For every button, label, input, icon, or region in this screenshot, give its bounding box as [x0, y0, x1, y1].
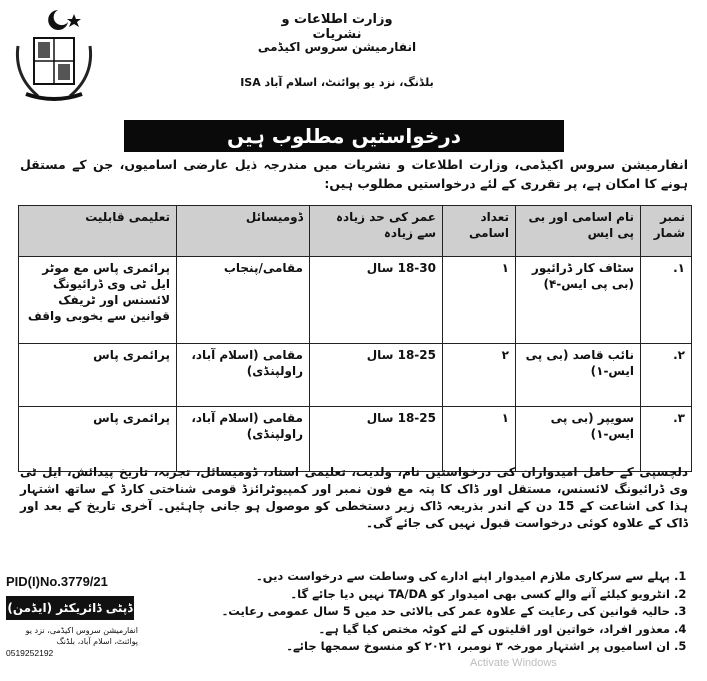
cell-count: ۱	[443, 257, 516, 344]
vacancies-table	[18, 205, 692, 472]
cell-sno: ۲.	[641, 344, 692, 407]
header-sno: نمبر شمار	[641, 206, 692, 257]
cell-age: 18-30 سال	[310, 257, 443, 344]
table-row	[19, 407, 692, 472]
list-item: 1. پہلے سے سرکاری ملازم امیدوار اپنے ادارے کی وساطت سے درخواست دیں۔	[150, 568, 670, 586]
cell-post-name: سٹاف کار ڈرائیور (بی پی ایس-۴)	[516, 257, 641, 344]
cell-count: ۱	[443, 407, 516, 472]
cell-domicile: مقامی/پنجاب	[177, 257, 310, 344]
header-post-name: نام اسامی اور بی پی ایس	[516, 206, 641, 257]
header-qualification: تعلیمی قابلیت	[19, 206, 177, 257]
rules-list	[150, 568, 688, 656]
cell-post-name: نائب قاصد (بی پی ایس-۱)	[516, 344, 641, 407]
signatory-title: ڈپٹی ڈائریکٹر (ایڈمن)	[6, 596, 134, 620]
page-title: درخواستیں مطلوب ہیں	[124, 120, 564, 152]
pid-number: PID(I)No.3779/21	[6, 574, 108, 589]
cell-qualification: پرائمری پاس	[19, 344, 177, 407]
list-item: 4. معذور افراد، خواتین اور اقلیتوں کے لئے کوٹہ مختص کیا گیا ہے۔	[150, 621, 670, 639]
signatory-phone: 0519252192	[6, 648, 54, 658]
signatory-address: انفارمیشن سروس اکیڈمی، نزد یو پوائنٹ، اسلام آباد، بلڈنگ	[25, 626, 138, 646]
table-row	[19, 344, 692, 407]
cell-post-name: سویپر (بی پی ایس-۱)	[516, 407, 641, 472]
cell-domicile: مقامی (اسلام آباد، راولپنڈی)	[177, 407, 310, 472]
list-item: 5. ان اسامیوں پر اشتہار مورخہ ۳ نومبر، ۲۰۲۱ کو منسوخ سمجھا جائے۔	[150, 638, 670, 656]
cell-age: 18-25 سال	[310, 407, 443, 472]
list-item: 3. حالیہ قوانین کی رعایت کے علاوہ عمر کی بالائی حد میں 5 سال عمومی رعایت۔	[150, 603, 670, 621]
cell-sno: ۳.	[641, 407, 692, 472]
os-watermark: Activate Windows	[470, 657, 557, 669]
cell-qualification: پرائمری پاس	[19, 407, 177, 472]
table-row	[19, 257, 692, 344]
header-domicile: ڈومیسائل	[177, 206, 310, 257]
header-count: تعداد اسامی	[443, 206, 516, 257]
cell-domicile: مقامی (اسلام آباد، راولپنڈی)	[177, 344, 310, 407]
academy-name: انفارمیشن سروس اکیڈمی	[257, 40, 417, 54]
table-header-row	[19, 206, 692, 257]
cell-count: ۲	[443, 344, 516, 407]
cell-sno: ۱.	[641, 257, 692, 344]
ministry-name: وزارت اطلاعات و نشریات	[281, 12, 393, 42]
academy-address: بلڈنگ، نزد یو پوائنٹ، اسلام آباد ISA	[240, 76, 434, 89]
conditions-paragraph: دلچسپی کے حامل امیدواران کی درخواستیں نام، ولدیت، تعلیمی اسناد، ڈومیسائل، تجربہ، تاریخ پیدائش، ایل ٹی وی ڈرائیونگ لائسنس، مستقل اور ڈاک کا پتہ مع فون نمبر اور کمپیوٹرائزڈ قومی شناختی کارڈ کے ساتھ اشتہار ہذا کی اشاعت کے 15 دن کے اندر بذریعہ ڈاک زیر دستخطی کو موصول ہو جانی چاہئیں۔ آخری تاریخ کے بعد اور ڈاک کے علاوہ کوئی درخواست قبول نہیں کی جائے گی۔	[20, 465, 688, 530]
state-emblem-icon	[8, 6, 100, 106]
cell-age: 18-25 سال	[310, 344, 443, 407]
header-age: عمر کی حد زیادہ سے زیادہ	[310, 206, 443, 257]
intro-paragraph: انفارمیشن سروس اکیڈمی، وزارت اطلاعات و نشریات میں مندرجہ ذیل عارضی اسامیوں، جن کے مستقل ہونے کا امکان ہے، پر تقرری کے لئے درخواستیں مطلوب ہیں:	[20, 157, 688, 191]
cell-qualification: پرائمری پاس مع موٹر ایل ٹی وی ڈرائیونگ لائسنس اور ٹریفک قوانین سے بخوبی واقف	[19, 257, 177, 344]
list-item: 2. انٹرویو کیلئے آنے والے کسی بھی امیدوار کو TA/DA نہیں دیا جائے گا۔	[150, 586, 670, 604]
